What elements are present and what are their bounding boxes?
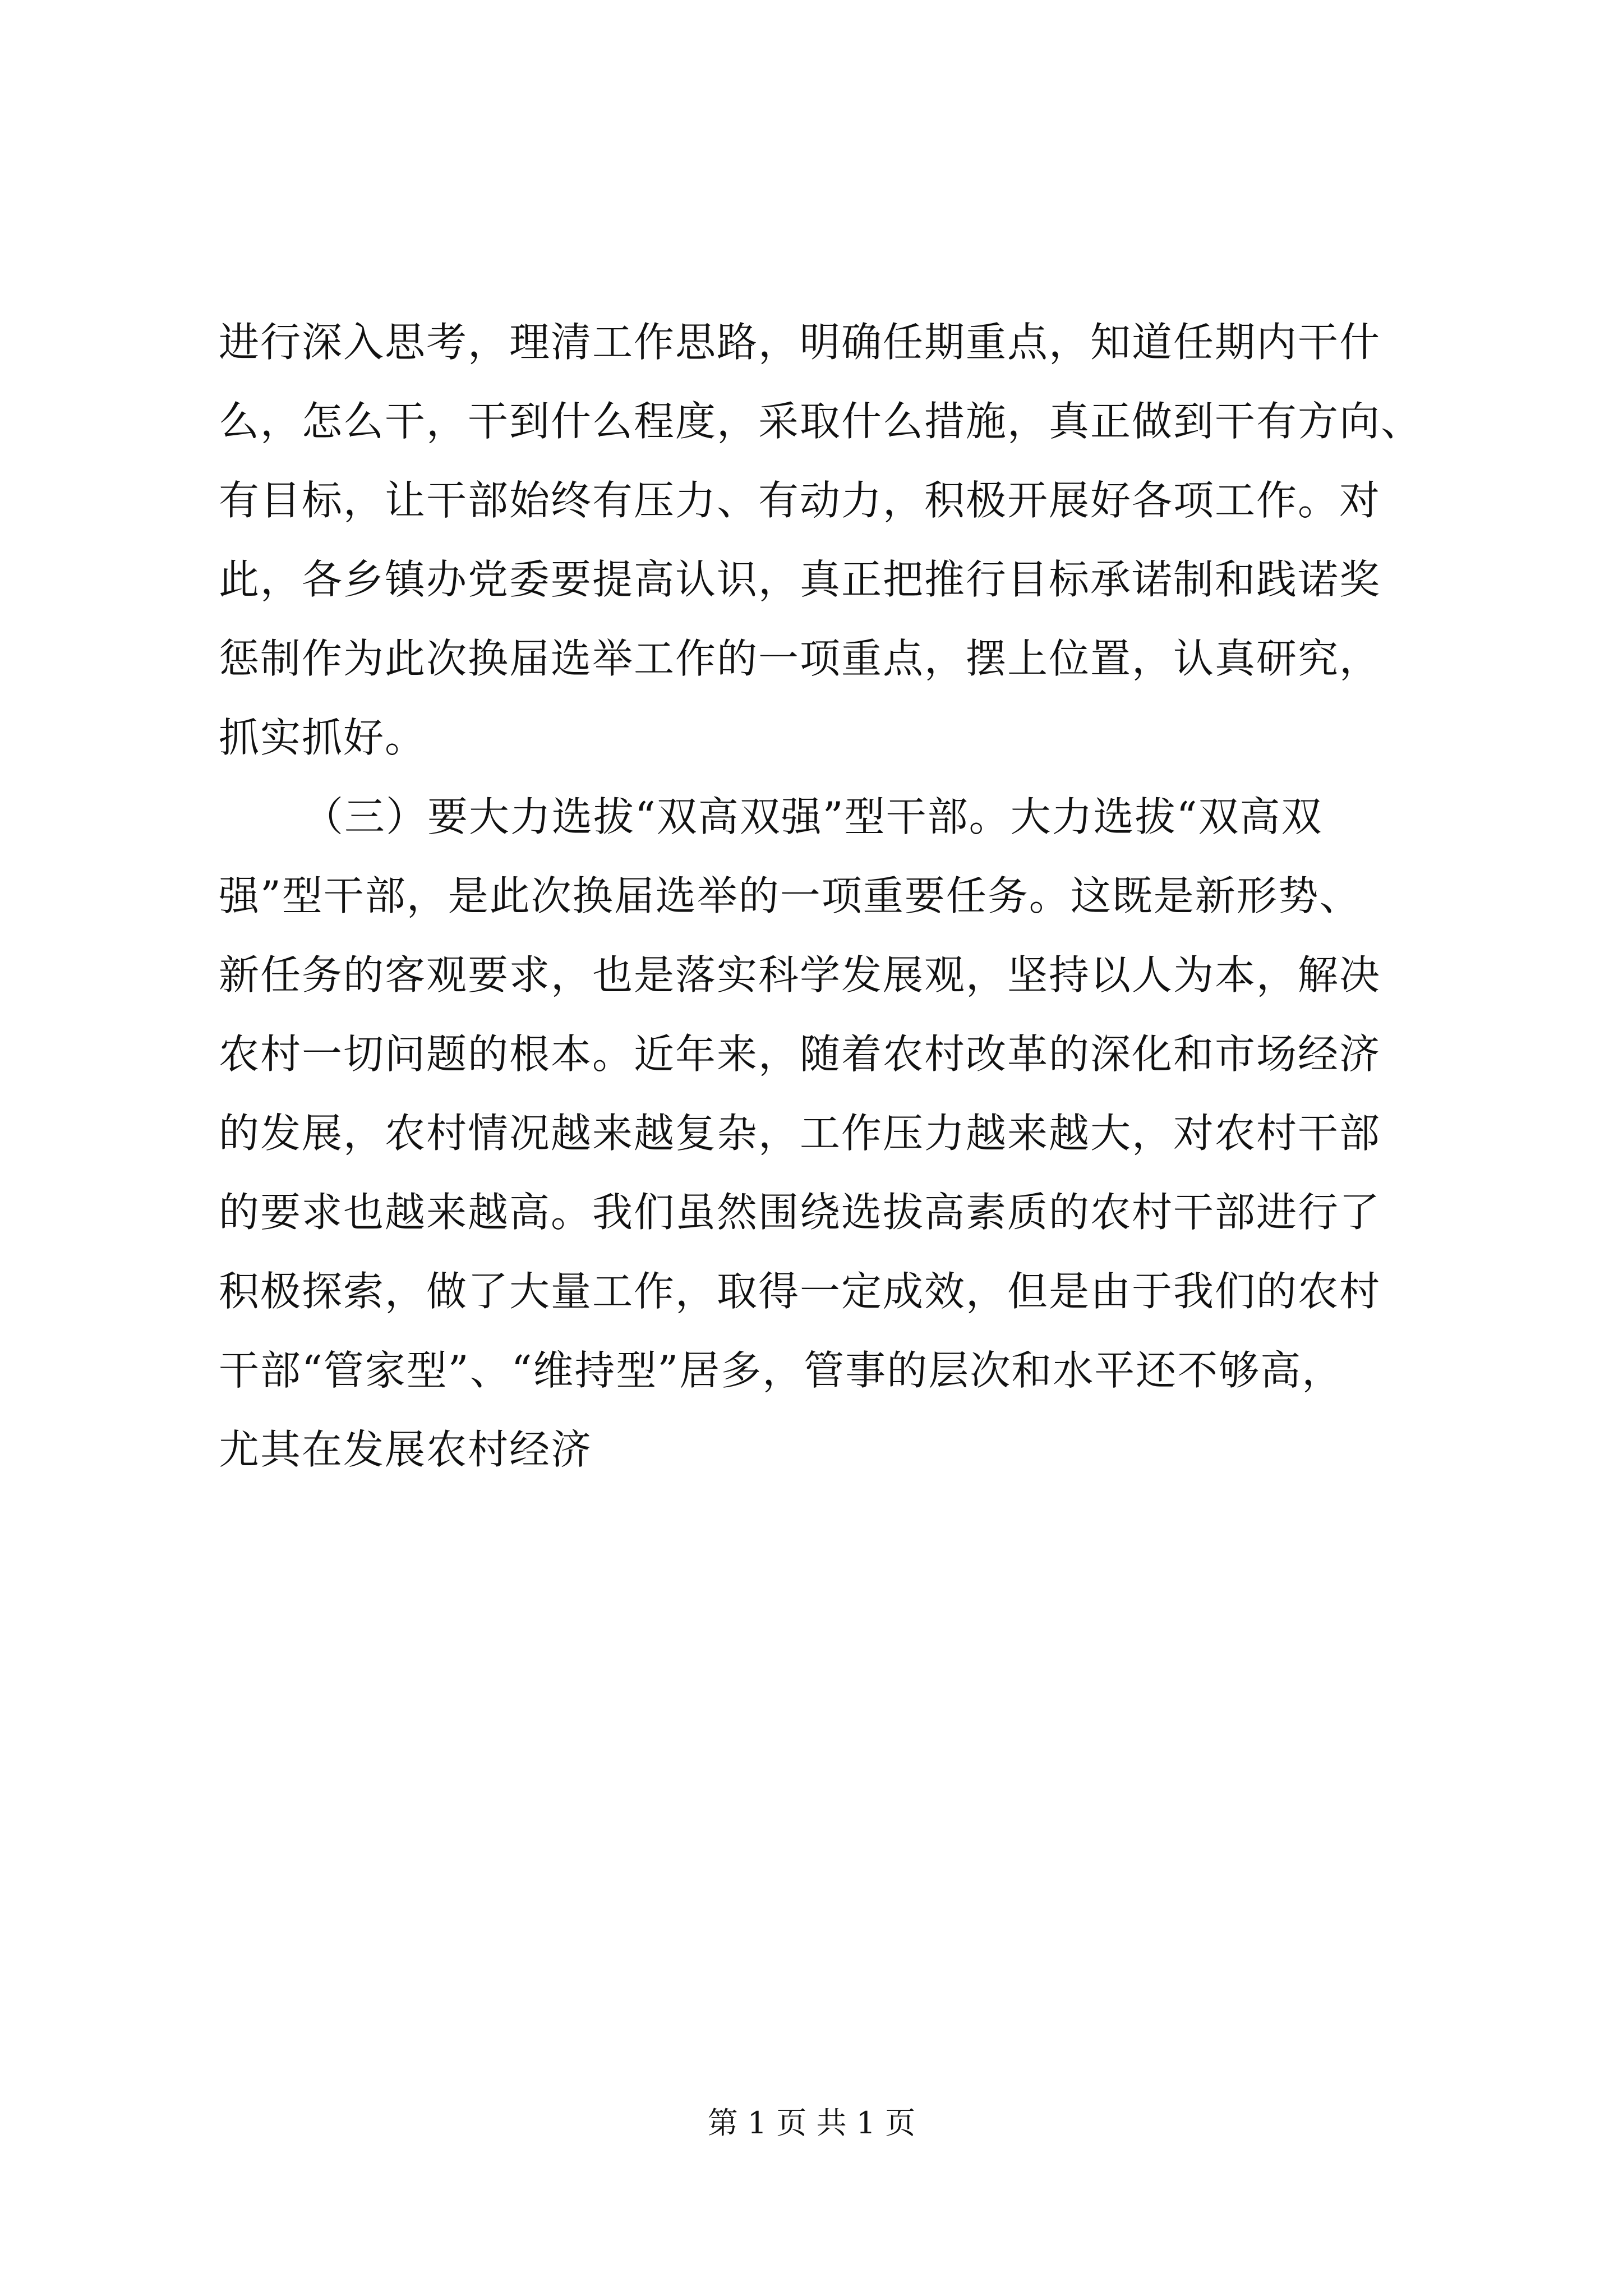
text-line: 此，各乡镇办党委要提高认识，真正把推行目标承诺制和践诺奖	[219, 556, 1381, 603]
page-number-footer: 第 1 页 共 1 页	[707, 2105, 916, 2141]
text-line: 新任务的客观要求，也是落实科学发展观，坚持以人为本，解决	[219, 951, 1381, 999]
text-line: 农村一切问题的根本。近年来，随着农村改革的深化和市场经济	[219, 1030, 1381, 1078]
text-line: 干部“管家型”、“维持型”居多，管事的层次和水平还不够高，	[219, 1347, 1344, 1394]
text-line: 尤其在发展农村经济	[219, 1426, 593, 1473]
text-line: 的要求也越来越高。我们虽然围绕选拔高素质的农村干部进行了	[219, 1189, 1381, 1236]
text-line: 进行深入思考，理清工作思路，明确任期重点，知道任期内干什	[219, 319, 1381, 366]
text-line: 积极探索，做了大量工作，取得一定成效，但是由于我们的农村	[219, 1268, 1381, 1315]
text-line: 的发展，农村情况越来越复杂，工作压力越来越大，对农村干部	[219, 1110, 1381, 1157]
section-heading-line: （三）要大力选拔“双高双强”型干部。大力选拔“双高双	[303, 793, 1323, 840]
text-line: 抓实抓好。	[219, 714, 427, 761]
text-line: 有目标，让干部始终有压力、有动力，积极开展好各项工作。对	[219, 477, 1381, 524]
text-line: 惩制作为此次换届选举工作的一项重点，摆上位置，认真研究，	[219, 635, 1381, 682]
text-line: 强”型干部，是此次换届选举的一项重要任务。这既是新形势、	[219, 872, 1361, 919]
body-text	[219, 303, 1441, 1489]
text-line: 么，怎么干，干到什么程度，采取什么措施，真正做到干有方向、	[219, 398, 1423, 445]
